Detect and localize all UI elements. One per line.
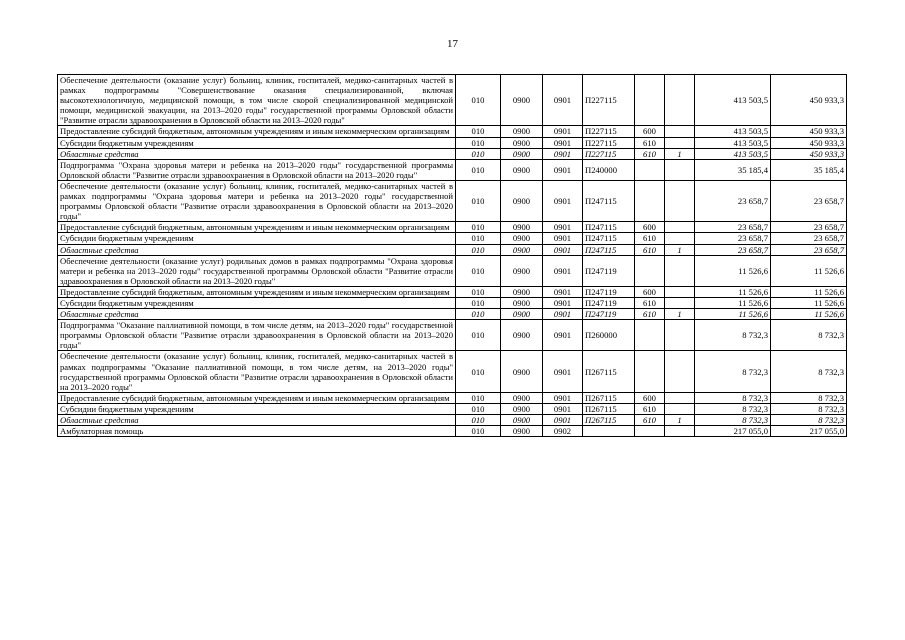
row-amount-year2: 23 658,7	[771, 180, 847, 221]
row-ministry-code: 010	[456, 309, 501, 320]
row-name: Подпрограмма "Охрана здоровья матери и ребенка на 2013–2020 годы" государственной программы Орловской области "Развитие отрасли здравоохранения в Орловской области на 2013–2020 годы"	[58, 159, 456, 180]
table-row	[58, 392, 847, 403]
row-amount-year2: 11 526,6	[771, 255, 847, 286]
row-target-article: П247119	[583, 309, 635, 320]
row-ministry-code: 010	[456, 159, 501, 180]
row-ministry-code: 010	[456, 403, 501, 414]
row-amount-year1: 8 732,3	[695, 392, 771, 403]
row-funding-source	[665, 392, 695, 403]
table-row	[58, 255, 847, 286]
row-amount-year2: 8 732,3	[771, 351, 847, 392]
row-expense-type: 600	[635, 222, 665, 233]
row-target-article: П227115	[583, 126, 635, 137]
row-amount-year2: 11 526,6	[771, 309, 847, 320]
row-funding-source: 1	[665, 309, 695, 320]
row-target-article: П267115	[583, 351, 635, 392]
row-ministry-code: 010	[456, 75, 501, 126]
row-amount-year2: 217 055,0	[771, 426, 847, 437]
row-section-code: 0900	[501, 392, 543, 403]
table-row	[58, 351, 847, 392]
row-subsection-code: 0901	[543, 126, 583, 137]
row-amount-year1: 8 732,3	[695, 415, 771, 426]
row-name: Обеспечение деятельности (оказание услуг) больниц, клиник, госпиталей, медико-санитарных частей в рамках подпрограммы "Совершенствование оказания специализированной, включая высокотехнологичную, медицинской помощи, в том числе скорой специализированной медицинской помощи, медицинской эвакуации, на 2013–2020 годы" государственной программы Орловской области "Развитие отрасли здравоохранения в Орловской области на 2013–2020 годы"	[58, 75, 456, 126]
row-name: Субсидии бюджетным учреждениям	[58, 297, 456, 308]
table-row	[58, 137, 847, 148]
row-name: Субсидии бюджетным учреждениям	[58, 137, 456, 148]
row-amount-year1: 11 526,6	[695, 297, 771, 308]
row-amount-year2: 23 658,7	[771, 222, 847, 233]
row-ministry-code: 010	[456, 255, 501, 286]
row-subsection-code: 0901	[543, 222, 583, 233]
row-funding-source	[665, 75, 695, 126]
row-ministry-code: 010	[456, 233, 501, 244]
row-section-code: 0900	[501, 403, 543, 414]
row-amount-year2: 23 658,7	[771, 244, 847, 255]
row-funding-source	[665, 137, 695, 148]
row-expense-type: 610	[635, 233, 665, 244]
budget-table	[57, 74, 847, 437]
row-subsection-code: 0901	[543, 351, 583, 392]
row-ministry-code: 010	[456, 426, 501, 437]
row-name: Обеспечение деятельности (оказание услуг) больниц, клиник, госпиталей, медико-санитарных частей в рамках подпрограммы "Оказание паллиативной помощи, в том числе детям, на 2013–2020 годы" государственной программы Орловской области "Развитие отрасли здравоохранения в Орловской области на 2013–2020 годы"	[58, 351, 456, 392]
table-row	[58, 309, 847, 320]
row-target-article	[583, 426, 635, 437]
row-funding-source	[665, 222, 695, 233]
row-amount-year2: 11 526,6	[771, 286, 847, 297]
row-subsection-code: 0902	[543, 426, 583, 437]
row-funding-source: 1	[665, 244, 695, 255]
row-name: Предоставление субсидий бюджетным, автономным учреждениям и иным некоммерческим организациям	[58, 392, 456, 403]
row-expense-type: 610	[635, 297, 665, 308]
table-row	[58, 426, 847, 437]
row-subsection-code: 0901	[543, 286, 583, 297]
row-funding-source	[665, 233, 695, 244]
row-amount-year1: 23 658,7	[695, 233, 771, 244]
row-subsection-code: 0901	[543, 233, 583, 244]
row-expense-type	[635, 351, 665, 392]
row-section-code: 0900	[501, 126, 543, 137]
row-section-code: 0900	[501, 426, 543, 437]
row-ministry-code: 010	[456, 320, 501, 351]
row-target-article: П227115	[583, 137, 635, 148]
row-section-code: 0900	[501, 255, 543, 286]
row-amount-year1: 413 503,5	[695, 126, 771, 137]
row-name: Предоставление субсидий бюджетным, автономным учреждениям и иным некоммерческим организациям	[58, 222, 456, 233]
row-amount-year1: 11 526,6	[695, 255, 771, 286]
row-ministry-code: 010	[456, 392, 501, 403]
row-funding-source	[665, 126, 695, 137]
row-ministry-code: 010	[456, 351, 501, 392]
table-row	[58, 233, 847, 244]
row-expense-type: 610	[635, 244, 665, 255]
table-row	[58, 75, 847, 126]
row-amount-year1: 11 526,6	[695, 309, 771, 320]
row-amount-year2: 450 933,3	[771, 126, 847, 137]
row-section-code: 0900	[501, 297, 543, 308]
row-ministry-code: 010	[456, 244, 501, 255]
row-subsection-code: 0901	[543, 320, 583, 351]
row-amount-year2: 450 933,3	[771, 137, 847, 148]
row-subsection-code: 0901	[543, 415, 583, 426]
row-section-code: 0900	[501, 244, 543, 255]
row-funding-source	[665, 255, 695, 286]
row-amount-year2: 8 732,3	[771, 392, 847, 403]
row-section-code: 0900	[501, 148, 543, 159]
row-name: Подпрограмма "Оказание паллиативной помощи, в том числе детям, на 2013–2020 годы" государственной программы Орловской области "Развитие отрасли здравоохранения в Орловской области на 2013–2020 годы"	[58, 320, 456, 351]
table-row	[58, 180, 847, 221]
row-name: Областные средства	[58, 309, 456, 320]
row-target-article: П260000	[583, 320, 635, 351]
row-expense-type: 600	[635, 286, 665, 297]
row-ministry-code: 010	[456, 297, 501, 308]
row-funding-source	[665, 426, 695, 437]
row-target-article: П247119	[583, 297, 635, 308]
table-row	[58, 320, 847, 351]
row-expense-type: 610	[635, 403, 665, 414]
row-ministry-code: 010	[456, 415, 501, 426]
row-subsection-code: 0901	[543, 255, 583, 286]
row-name: Субсидии бюджетным учреждениям	[58, 233, 456, 244]
row-amount-year1: 11 526,6	[695, 286, 771, 297]
row-target-article: П247119	[583, 286, 635, 297]
row-amount-year2: 23 658,7	[771, 233, 847, 244]
row-ministry-code: 010	[456, 126, 501, 137]
row-target-article: П267115	[583, 415, 635, 426]
table-row	[58, 297, 847, 308]
row-subsection-code: 0901	[543, 159, 583, 180]
row-funding-source	[665, 286, 695, 297]
row-funding-source: 1	[665, 415, 695, 426]
table-row	[58, 244, 847, 255]
row-funding-source	[665, 351, 695, 392]
row-amount-year2: 35 185,4	[771, 159, 847, 180]
row-target-article: П247115	[583, 222, 635, 233]
row-section-code: 0900	[501, 309, 543, 320]
row-funding-source	[665, 180, 695, 221]
row-amount-year1: 8 732,3	[695, 403, 771, 414]
row-ministry-code: 010	[456, 286, 501, 297]
row-expense-type	[635, 159, 665, 180]
row-subsection-code: 0901	[543, 297, 583, 308]
row-expense-type	[635, 320, 665, 351]
row-funding-source	[665, 403, 695, 414]
row-subsection-code: 0901	[543, 180, 583, 221]
row-name: Амбулаторная помощь	[58, 426, 456, 437]
table-row	[58, 159, 847, 180]
row-name: Обеспечение деятельности (оказание услуг) больниц, клиник, госпиталей, медико-санитарных частей в рамках подпрограммы "Охрана здоровья матери и ребенка на 2013–2020 годы" государственной программы Орловской области "Развитие отрасли здравоохранения в Орловской области на 2013–2020 годы"	[58, 180, 456, 221]
row-amount-year2: 450 933,3	[771, 75, 847, 126]
row-target-article: П227115	[583, 148, 635, 159]
row-expense-type: 600	[635, 126, 665, 137]
row-expense-type	[635, 426, 665, 437]
row-expense-type: 600	[635, 392, 665, 403]
row-expense-type	[635, 255, 665, 286]
row-name: Предоставление субсидий бюджетным, автономным учреждениям и иным некоммерческим организациям	[58, 126, 456, 137]
row-funding-source	[665, 159, 695, 180]
row-expense-type: 610	[635, 137, 665, 148]
table-row	[58, 286, 847, 297]
row-amount-year1: 413 503,5	[695, 75, 771, 126]
row-amount-year1: 23 658,7	[695, 244, 771, 255]
row-target-article: П247115	[583, 244, 635, 255]
row-amount-year1: 413 503,5	[695, 137, 771, 148]
row-ministry-code: 010	[456, 148, 501, 159]
row-expense-type: 610	[635, 148, 665, 159]
row-amount-year1: 217 055,0	[695, 426, 771, 437]
row-expense-type	[635, 180, 665, 221]
row-amount-year1: 8 732,3	[695, 351, 771, 392]
row-subsection-code: 0901	[543, 148, 583, 159]
row-section-code: 0900	[501, 222, 543, 233]
row-expense-type	[635, 75, 665, 126]
row-target-article: П247119	[583, 255, 635, 286]
row-section-code: 0900	[501, 180, 543, 221]
row-target-article: П267115	[583, 403, 635, 414]
table-row	[58, 148, 847, 159]
row-section-code: 0900	[501, 75, 543, 126]
row-section-code: 0900	[501, 320, 543, 351]
row-subsection-code: 0901	[543, 309, 583, 320]
row-subsection-code: 0901	[543, 403, 583, 414]
row-ministry-code: 010	[456, 137, 501, 148]
row-section-code: 0900	[501, 351, 543, 392]
row-subsection-code: 0901	[543, 75, 583, 126]
row-amount-year1: 413 503,5	[695, 148, 771, 159]
row-section-code: 0900	[501, 233, 543, 244]
row-subsection-code: 0901	[543, 137, 583, 148]
row-expense-type: 610	[635, 309, 665, 320]
table-body	[58, 75, 847, 437]
row-target-article: П267115	[583, 392, 635, 403]
row-funding-source	[665, 320, 695, 351]
row-amount-year2: 8 732,3	[771, 320, 847, 351]
row-name: Областные средства	[58, 244, 456, 255]
row-name: Обеспечение деятельности (оказание услуг) родильных домов в рамках подпрограммы "Охрана здоровья матери и ребенка на 2013–2020 годы" государственной программы Орловской области "Развитие отрасли здравоохранения в Орловской области на 2013–2020 годы"	[58, 255, 456, 286]
table-row	[58, 222, 847, 233]
row-target-article: П247115	[583, 180, 635, 221]
table-row	[58, 415, 847, 426]
row-amount-year2: 450 933,3	[771, 148, 847, 159]
row-amount-year2: 8 732,3	[771, 415, 847, 426]
row-funding-source	[665, 297, 695, 308]
row-amount-year1: 23 658,7	[695, 222, 771, 233]
row-name: Областные средства	[58, 415, 456, 426]
row-amount-year2: 11 526,6	[771, 297, 847, 308]
row-expense-type: 610	[635, 415, 665, 426]
table-row	[58, 126, 847, 137]
row-section-code: 0900	[501, 286, 543, 297]
row-target-article: П227115	[583, 75, 635, 126]
row-ministry-code: 010	[456, 222, 501, 233]
row-funding-source: 1	[665, 148, 695, 159]
row-ministry-code: 010	[456, 180, 501, 221]
row-amount-year1: 23 658,7	[695, 180, 771, 221]
row-amount-year1: 8 732,3	[695, 320, 771, 351]
table-row	[58, 403, 847, 414]
page-number: 17	[447, 38, 458, 50]
row-section-code: 0900	[501, 415, 543, 426]
row-target-article: П247115	[583, 233, 635, 244]
row-name: Субсидии бюджетным учреждениям	[58, 403, 456, 414]
row-amount-year2: 8 732,3	[771, 403, 847, 414]
row-amount-year1: 35 185,4	[695, 159, 771, 180]
row-target-article: П240000	[583, 159, 635, 180]
row-section-code: 0900	[501, 159, 543, 180]
row-subsection-code: 0901	[543, 244, 583, 255]
row-subsection-code: 0901	[543, 392, 583, 403]
row-section-code: 0900	[501, 137, 543, 148]
row-name: Областные средства	[58, 148, 456, 159]
row-name: Предоставление субсидий бюджетным, автономным учреждениям и иным некоммерческим организациям	[58, 286, 456, 297]
